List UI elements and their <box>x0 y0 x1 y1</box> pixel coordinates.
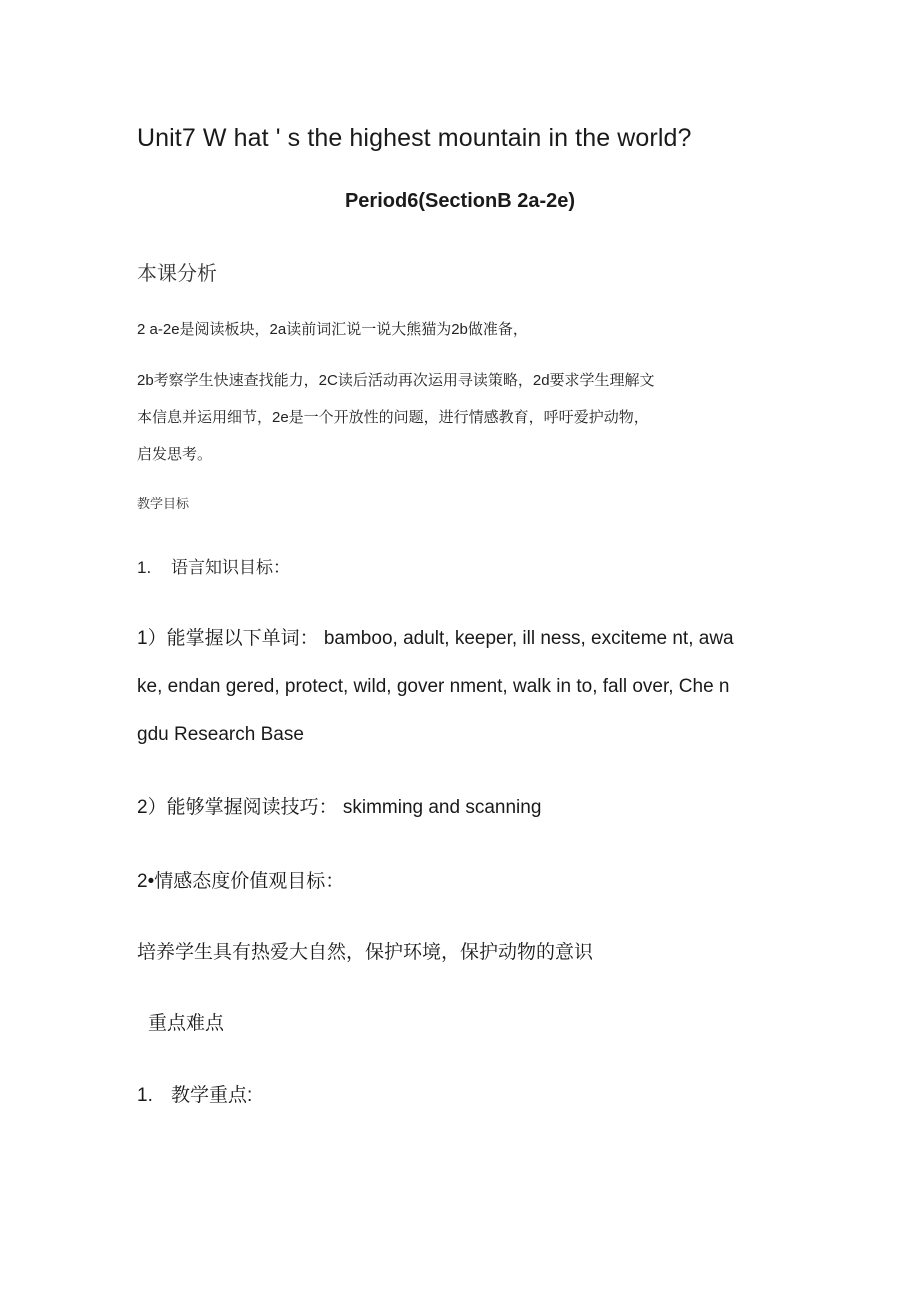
vocab-line-2: ke, endan gered, protect, wild, gover nment, walk in to, fall over, Che n <box>137 676 730 697</box>
objective-2-heading: 2•情感态度价值观目标： <box>137 871 345 892</box>
key-point-1-label: 教学重点: <box>171 1085 253 1106</box>
vocab-line-3: gdu Research Base <box>137 724 304 745</box>
key-points-heading: 重点难点 <box>148 1013 225 1034</box>
objective-1-label: 语言知识目标： <box>171 558 290 577</box>
objective-1-number: 1. <box>137 558 152 577</box>
analysis-line-1: 2 a-2e是阅读板块，2a读前词汇说一说大熊猫为2b做准备， <box>137 321 528 338</box>
skills-line: 2）能够掌握阅读技巧： skimming and scanning <box>137 797 542 818</box>
key-point-1-number: 1. <box>137 1085 153 1106</box>
objective-2-text: 培养学生具有热爱大自然，保护环境，保护动物的意识 <box>137 942 594 963</box>
analysis-line-3: 本信息并运用细节，2e是一个开放性的问题，进行情感教育，呼吁爱护动物， <box>137 409 649 426</box>
objective-1-heading <box>137 553 290 578</box>
analysis-line-2: 2b考察学生快速查找能力，2C读后活动再次运用寻读策略，2d要求学生理解文 <box>137 372 655 389</box>
analysis-line-4: 启发思考。 <box>137 446 213 463</box>
document-subtitle: Period6(SectionB 2a-2e) <box>344 190 576 212</box>
analysis-heading: 本课分析 <box>137 263 217 285</box>
objectives-heading: 教学目标 <box>137 496 190 511</box>
key-point-1-heading <box>137 1080 252 1107</box>
document-title: Unit7 W hat ' s the highest mountain in the world? <box>137 124 692 152</box>
vocab-line-1: 1）能掌握以下单词： bamboo, adult, keeper, ill ness, exciteme nt, awa <box>137 628 734 649</box>
